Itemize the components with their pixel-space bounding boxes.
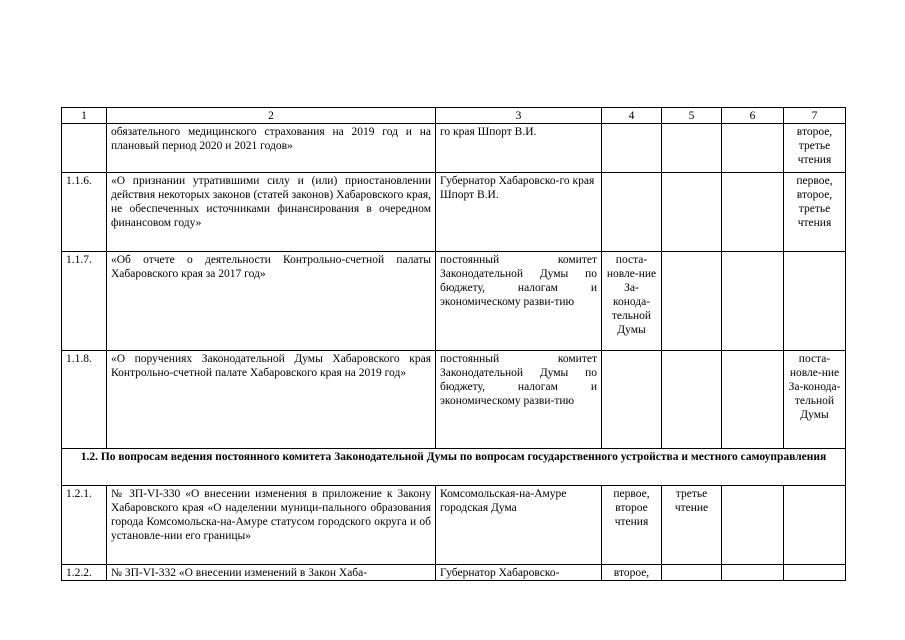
stage-cell [784,486,846,565]
stage-cell [722,565,784,581]
table-row [62,252,846,351]
column-number: 7 [784,108,846,124]
item-number: 1.2.1. [62,486,107,565]
stage-cell [662,351,722,449]
column-number-row [62,108,846,124]
item-number: 1.2.2. [62,565,107,581]
column-number: 3 [436,108,602,124]
table-row [62,351,846,449]
stage-cell [662,565,722,581]
stage-cell [662,173,722,252]
bill-title: № ЗП-VI-332 «О внесении изменений в Закон Хаба- [107,565,436,581]
legislative-plan-table [61,107,846,581]
initiator: Губернатор Хабаровско-го края Шпорт В.И. [436,173,602,252]
stage-cell: третье чтение [662,486,722,565]
bill-title: «О признании утратившими силу и (или) приостановлении действия некоторых законов (статей законов) Хабаровского края, не обеспеченных источниками финансирования в очередном финансовом году» [107,173,436,252]
initiator: постоянный комитет Законодательной Думы по бюджету, налогам и экономическому разви-тию [436,351,602,449]
item-number: 1.1.6. [62,173,107,252]
initiator: постоянный комитет Законодательной Думы по бюджету, налогам и экономическому разви-тию [436,252,602,351]
table-row [62,565,846,581]
stage-cell: второе, третье чтения [784,124,846,173]
section-heading-row [62,449,846,486]
column-number: 4 [602,108,662,124]
item-number: 1.1.8. [62,351,107,449]
stage-cell [722,124,784,173]
column-number: 5 [662,108,722,124]
stage-cell: первое, второе, третье чтения [784,173,846,252]
column-number: 6 [722,108,784,124]
stage-cell [784,252,846,351]
stage-cell [784,565,846,581]
stage-cell: первое, второе чтения [602,486,662,565]
stage-cell [722,252,784,351]
initiator: Губернатор Хабаровско- [436,565,602,581]
stage-cell: второе, [602,565,662,581]
bill-title: «О поручениях Законодательной Думы Хабаровского края Контрольно-счетной палате Хабаровского края на 2019 год» [107,351,436,449]
stage-cell [662,252,722,351]
stage-cell [602,173,662,252]
stage-cell [602,351,662,449]
stage-cell [662,124,722,173]
column-number: 1 [62,108,107,124]
stage-cell [602,124,662,173]
stage-cell [722,173,784,252]
stage-cell: поста-новле-ние За-конода-тельной Думы [602,252,662,351]
table-row [62,124,846,173]
initiator: Комсомольская-на-Амуре городская Дума [436,486,602,565]
initiator: го края Шпорт В.И. [436,124,602,173]
stage-cell [722,351,784,449]
stage-cell [722,486,784,565]
item-number: 1.1.7. [62,252,107,351]
table-row [62,486,846,565]
bill-title: «Об отчете о деятельности Контрольно-счетной палаты Хабаровского края за 2017 год» [107,252,436,351]
column-number: 2 [107,108,436,124]
bill-title: обязательного медицинского страхования на 2019 год и на плановый период 2020 и 2021 годов» [107,124,436,173]
stage-cell: поста-новле-ние За-конода-тельной Думы [784,351,846,449]
section-heading: 1.2. По вопросам ведения постоянного комитета Законодательной Думы по вопросам государственного устройства и местного самоуправления [62,449,846,486]
item-number [62,124,107,173]
table-row [62,173,846,252]
bill-title: № ЗП-VI-330 «О внесении изменения в приложение к Закону Хабаровского края «О наделении муници-пального образования города Комсомольска-на-Амуре статусом городского округа и об установле-нии его границы» [107,486,436,565]
